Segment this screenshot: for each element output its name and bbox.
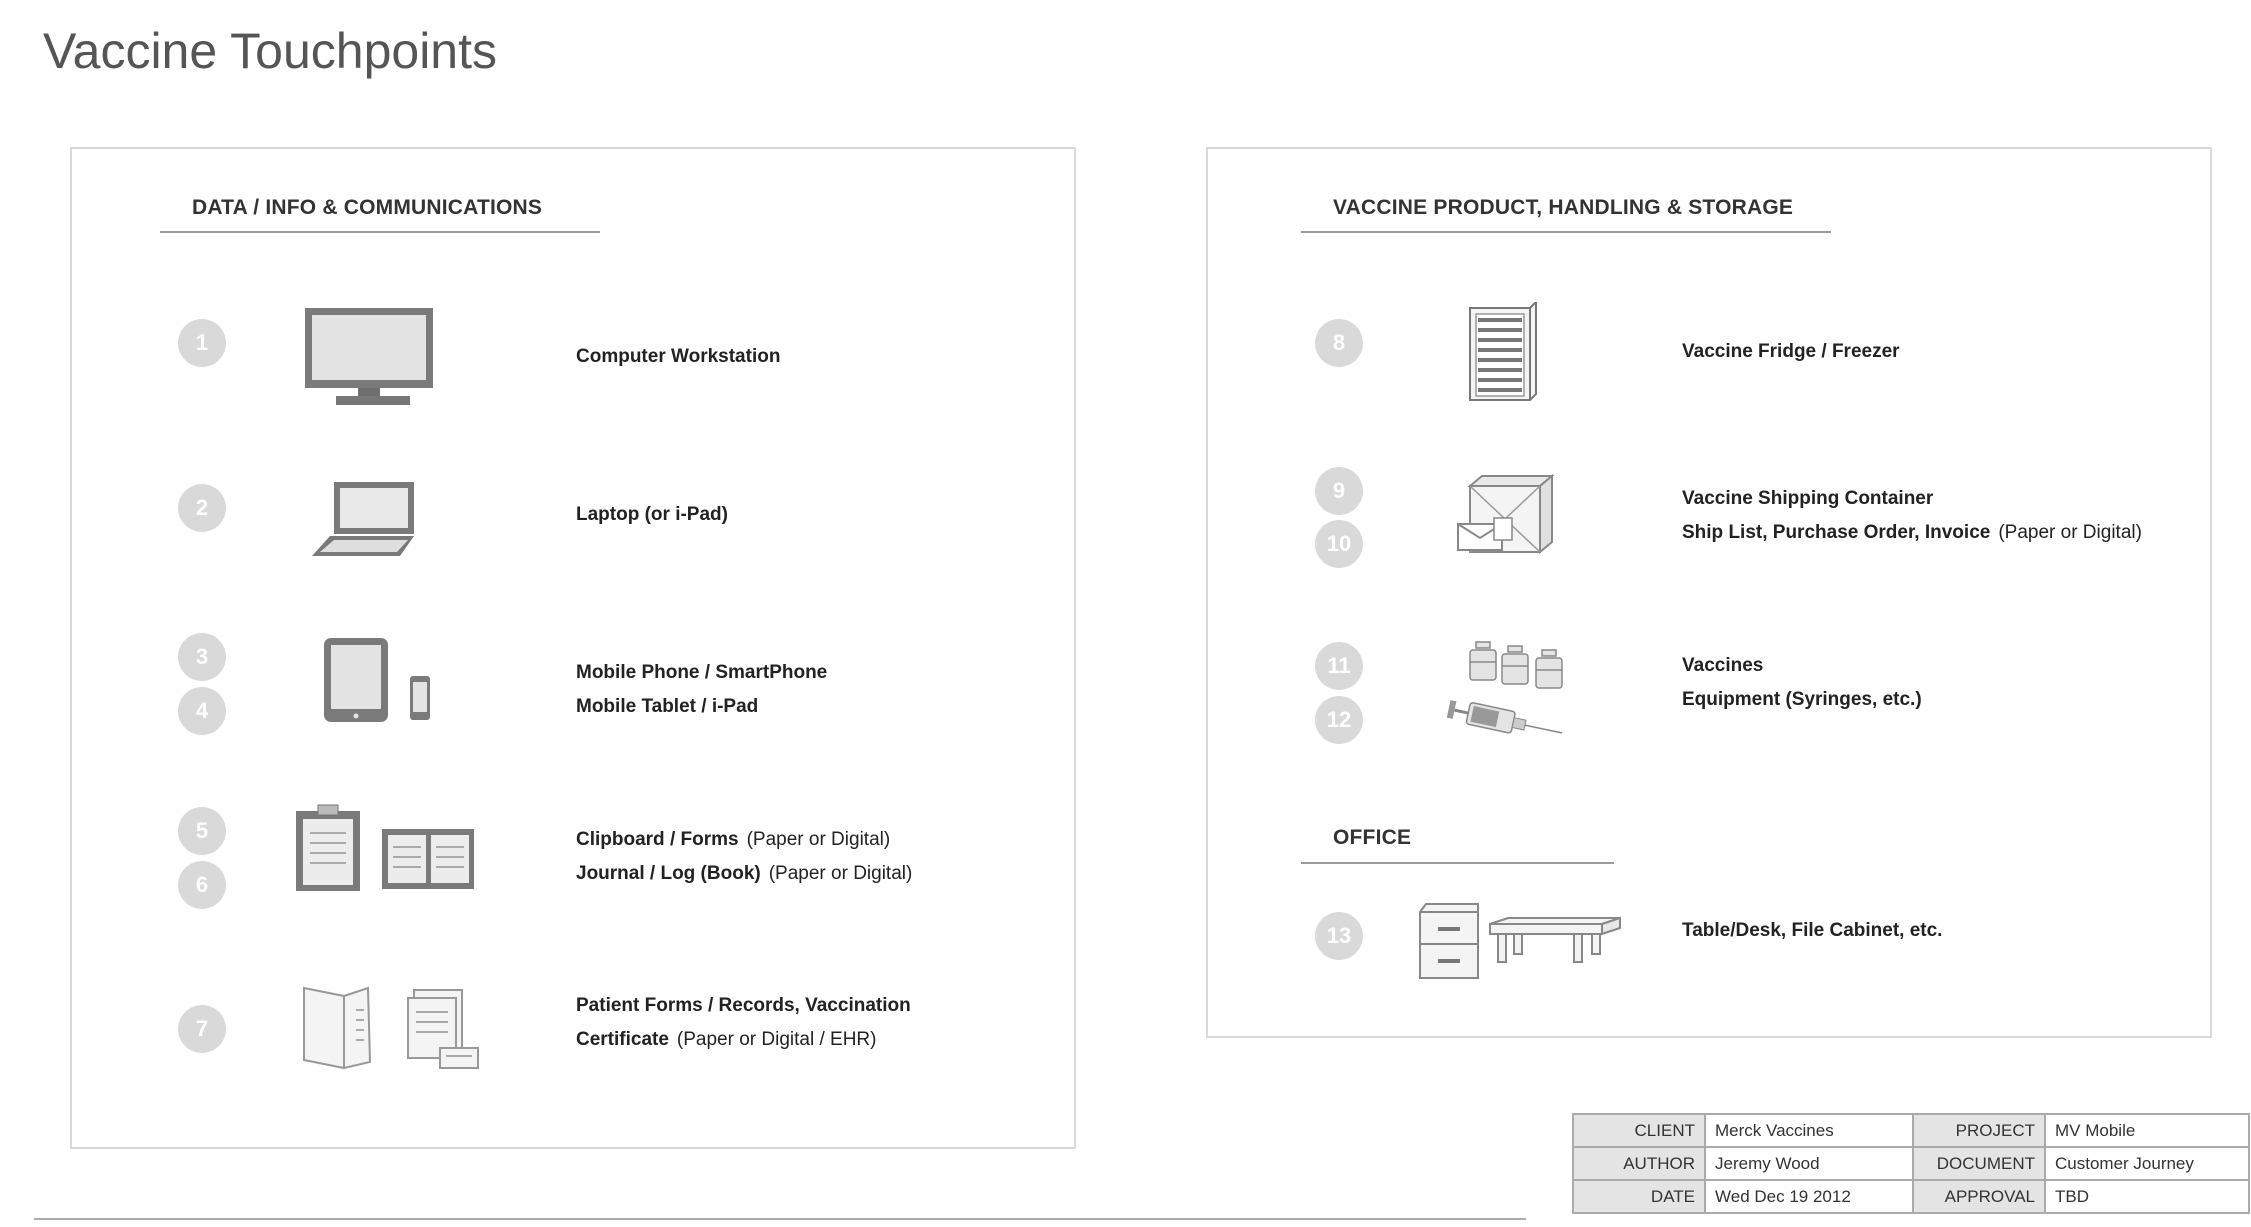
clipboard-journal-icon <box>294 803 484 893</box>
badge-2: 2 <box>178 484 226 532</box>
badge-7: 7 <box>178 1005 226 1053</box>
patient-forms-icon <box>300 986 485 1071</box>
approval-label: APPROVAL <box>1913 1180 2045 1213</box>
touchpoint-7-note: (Paper or Digital / EHR) <box>676 1029 877 1050</box>
touchpoint-6-line-2: Journal / Log (Book) <box>576 863 761 884</box>
shipping-box-icon <box>1456 474 1556 554</box>
computer-monitor-icon <box>300 305 435 405</box>
desk-cabinet-icon <box>1416 902 1621 982</box>
touchpoint-11-line-1: Vaccines <box>1682 655 1764 676</box>
touchpoint-label-3-4 <box>576 656 827 724</box>
touchpoint-label-13 <box>1682 914 1942 948</box>
badge-5: 5 <box>178 807 226 855</box>
touchpoint-4-line-2: Mobile Tablet / i-Pad <box>576 696 759 717</box>
badge-11: 11 <box>1315 642 1363 690</box>
approval-value: TBD <box>2045 1180 2249 1213</box>
touchpoint-8-line-1: Vaccine Fridge / Freezer <box>1682 341 1900 362</box>
touchpoint-label-1 <box>576 340 780 374</box>
touchpoint-1-line-1: Computer Workstation <box>576 346 781 367</box>
touchpoint-7-line-1: Patient Forms / Records, Vaccination <box>576 995 911 1016</box>
vaccine-product-panel <box>1206 147 2212 1038</box>
badge-10: 10 <box>1315 520 1363 568</box>
touchpoint-5-note: (Paper or Digital) <box>746 829 891 850</box>
tablet-phone-icon <box>322 636 437 726</box>
touchpoint-3-line-1: Mobile Phone / SmartPhone <box>576 662 828 683</box>
vials-syringe-icon <box>1446 640 1571 740</box>
date-label: DATE <box>1573 1180 1705 1213</box>
touchpoint-10-note: (Paper or Digital) <box>1998 522 2142 543</box>
touchpoint-6-note: (Paper or Digital) <box>768 863 913 884</box>
data-section-underline <box>160 231 600 233</box>
badge-1: 1 <box>178 319 226 367</box>
page-title: Vaccine Touchpoints <box>43 23 498 79</box>
client-value: Merck Vaccines <box>1705 1114 1913 1147</box>
office-section-underline <box>1301 862 1614 864</box>
touchpoint-label-2 <box>576 498 728 532</box>
touchpoint-label-5-6 <box>576 823 912 891</box>
touchpoint-2-line-1: Laptop (or i-Pad) <box>576 504 728 525</box>
badge-8: 8 <box>1315 319 1363 367</box>
badge-6: 6 <box>178 861 226 909</box>
touchpoint-9-line-1: Vaccine Shipping Container <box>1682 488 1934 509</box>
badge-3: 3 <box>178 633 226 681</box>
touchpoint-label-8 <box>1682 335 1900 369</box>
touchpoint-7-line-2: Certificate <box>576 1029 669 1050</box>
product-section-underline <box>1301 231 1831 233</box>
fridge-icon <box>1464 302 1539 402</box>
document-value: Customer Journey <box>2045 1147 2249 1180</box>
project-value: MV Mobile <box>2045 1114 2249 1147</box>
bottom-divider <box>34 1218 1526 1220</box>
badge-13: 13 <box>1315 912 1363 960</box>
touchpoint-label-11-12 <box>1682 649 1922 717</box>
badge-9: 9 <box>1315 467 1363 515</box>
table-row <box>1573 1114 2249 1147</box>
author-value: Jeremy Wood <box>1705 1147 1913 1180</box>
document-label: DOCUMENT <box>1913 1147 2045 1180</box>
table-row <box>1573 1180 2249 1213</box>
touchpoint-label-9-10 <box>1682 482 2142 550</box>
badge-12: 12 <box>1315 696 1363 744</box>
laptop-icon <box>308 480 418 560</box>
project-label: PROJECT <box>1913 1114 2045 1147</box>
touchpoint-5-line-1: Clipboard / Forms <box>576 829 739 850</box>
table-row <box>1573 1147 2249 1180</box>
badge-4: 4 <box>178 687 226 735</box>
client-label: CLIENT <box>1573 1114 1705 1147</box>
touchpoint-10-line-2: Ship List, Purchase Order, Invoice <box>1682 522 1991 543</box>
touchpoint-label-7 <box>576 989 911 1057</box>
touchpoint-12-line-2: Equipment (Syringes, etc.) <box>1682 689 1922 710</box>
touchpoint-13-line-1: Table/Desk, File Cabinet, etc. <box>1682 920 1943 941</box>
data-section-heading: DATA / INFO & COMMUNICATIONS <box>192 196 543 219</box>
office-section-heading: OFFICE <box>1333 826 1412 849</box>
author-label: AUTHOR <box>1573 1147 1705 1180</box>
document-info-table <box>1572 1113 2250 1214</box>
date-value: Wed Dec 19 2012 <box>1705 1180 1913 1213</box>
product-section-heading: VACCINE PRODUCT, HANDLING & STORAGE <box>1333 196 1794 219</box>
